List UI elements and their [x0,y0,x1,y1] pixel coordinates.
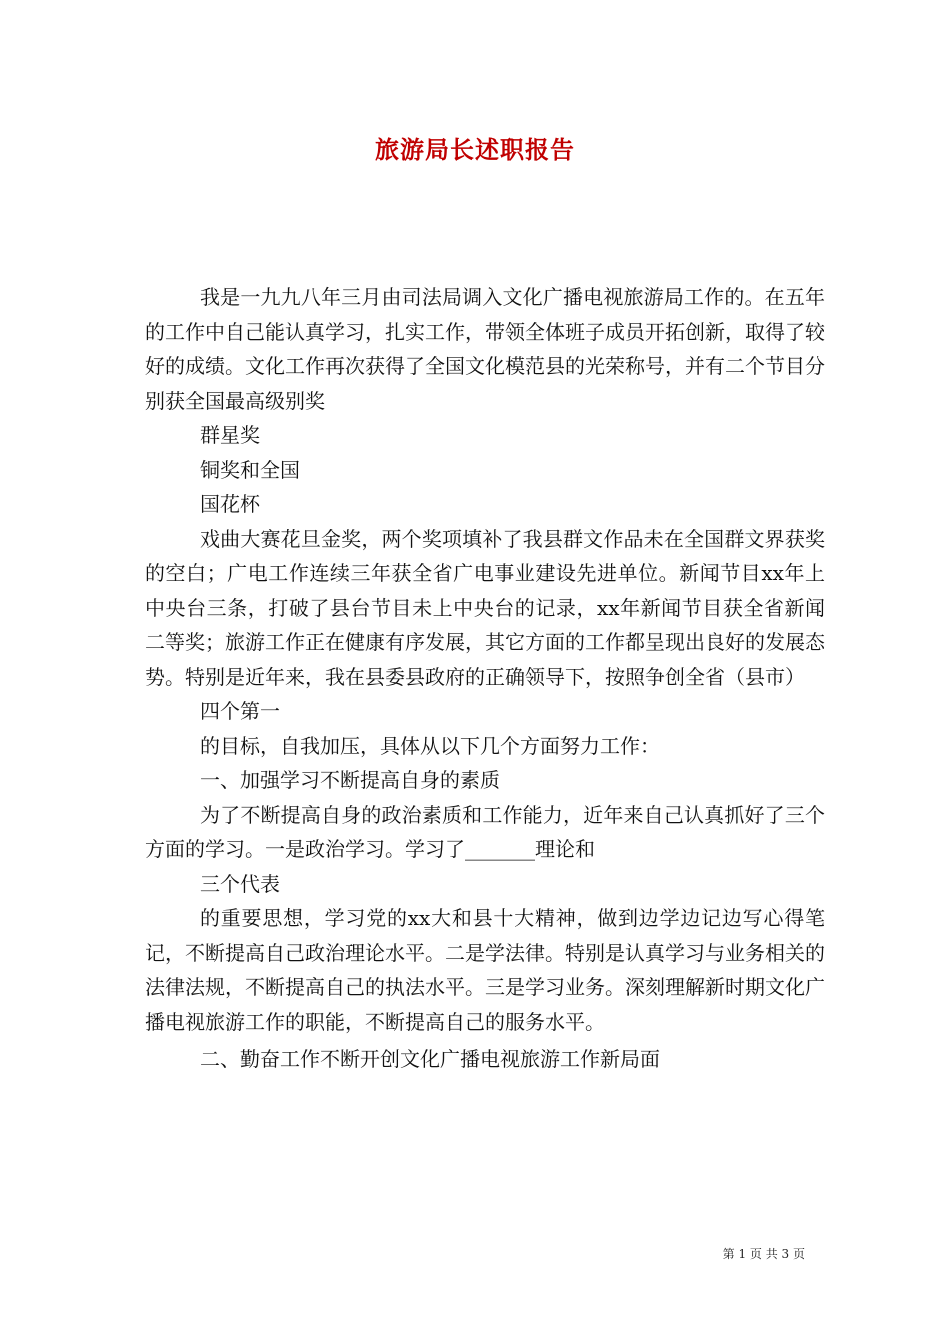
page-number: 第 1 页 共 3 页 [722,1247,805,1261]
paragraph: 的目标，自我加压，具体从以下几个方面努力工作： [200,733,660,758]
paragraph: 为了不断提高自身的政治素质和工作能力，近年来自己认真抓好了三个方面的学习。一是政治学习。学习了_______理论和 [145,802,825,861]
paragraph: 戏曲大赛花旦金奖，两个奖项填补了我县群文作品未在全国群文界获奖的空白；广电工作连续三年获全省广电事业建设先进单位。新闻节目xx年上中央台三条，打破了县台节目未上中央台的记录，xx年新闻节目获全省新闻二等奖；旅游工作正在健康有序发展，其它方面的工作都呈现出良好的发展态势。特别是近年来，我在县委县政府的正确领导下，按照争创全省（县市） [145,526,825,689]
paragraph: 铜奖和全国 [200,457,300,482]
section-heading: 一、加强学习不断提高自身的素质 [200,768,500,792]
paragraph: 群星奖 [200,423,260,447]
document-body [145,280,825,1077]
section-heading: 二、勤奋工作不断开创文化广播电视旅游工作新局面 [200,1047,660,1071]
document-title: 旅游局长述职报告 [375,135,575,164]
paragraph: 我是一九九八年三月由司法局调入文化广播电视旅游局工作的。在五年的工作中自己能认真学习，扎实工作，带领全体班子成员开拓创新，取得了较好的成绩。文化工作再次获得了全国文化模范县的光荣称号，并有二个节目分别获全国最高级别奖 [145,285,825,413]
paragraph: 三个代表 [200,871,280,896]
paragraph: 国花杯 [200,492,260,516]
paragraph: 的重要思想，学习党的xx大和县十大精神，做到边学边记边写心得笔记，不断提高自己政治理论水平。二是学法律。特别是认真学习与业务相关的法律法规，不断提高自己的执法水平。三是学习业务。深刻理解新时期文化广播电视旅游工作的职能，不断提高自己的服务水平。 [145,906,825,1034]
paragraph: 四个第一 [200,699,280,723]
